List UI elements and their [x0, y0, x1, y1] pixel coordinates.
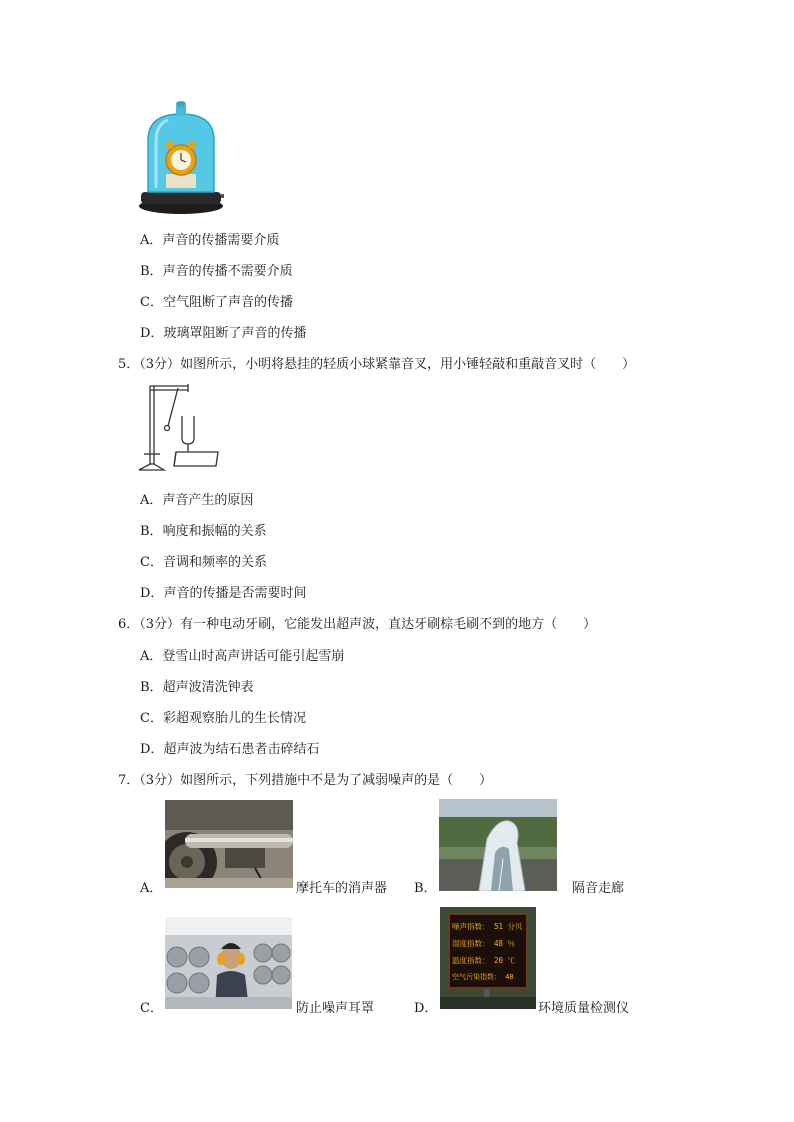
q7-option-a-caption: 摩托车的消声器	[296, 881, 388, 896]
sound-corridor-photo	[439, 799, 557, 891]
q5-option-d: D．声音的传播是否需要时间	[140, 586, 307, 601]
q6-option-a: A．登雪山时高声讲话可能引起雪崩	[140, 649, 345, 664]
q7-stem: 7．（3分）如图所示，下列措施中不是为了减弱噪声的是（ ）	[118, 773, 493, 788]
q6-option-c: C．彩超观察胎儿的生长情况	[140, 711, 306, 726]
monitor-row-air-pollution: 空气污染指数： 48	[452, 973, 514, 981]
q6-option-b: B．超声波清洗钟表	[140, 680, 254, 695]
q7-option-d-caption: 环境质量检测仪	[538, 1001, 630, 1016]
q7-option-c-caption: 防止噪声耳罩	[296, 1001, 375, 1016]
motorcycle-muffler-photo	[165, 800, 293, 888]
q5-stem: 5．（3分）如图所示，小明将悬挂的轻质小球紧靠音叉，用小锤轻敲和重敲音叉时（ ）	[118, 357, 636, 372]
q7-option-c-letter: C．	[140, 1001, 163, 1016]
q4-option-c: C．空气阻断了声音的传播	[140, 295, 293, 310]
tuning-fork-figure	[136, 380, 222, 476]
q7-option-a-letter: A．	[140, 881, 163, 896]
q5-option-a: A．声音产生的原因	[140, 493, 254, 508]
q7-option-b-caption: 隔音走廊	[572, 881, 625, 896]
q5-option-b: B．响度和振幅的关系	[140, 524, 267, 539]
q7-option-d-letter: D．	[414, 1001, 438, 1016]
environment-monitor-photo	[440, 907, 536, 1009]
monitor-row-temperature: 温度指数： 20 ℃	[452, 956, 516, 965]
q6-option-d: D．超声波为结石患者击碎结石	[140, 742, 320, 757]
q5-option-c: C．音调和频率的关系	[140, 555, 267, 570]
monitor-board	[448, 913, 528, 989]
bell-jar-figure	[138, 100, 224, 216]
earmuffs-worker-photo	[165, 917, 292, 1009]
q4-option-a: A．声音的传播需要介质	[140, 233, 280, 248]
monitor-row-humidity: 湿度指数： 48 ％	[452, 939, 516, 948]
q7-option-b-letter: B．	[414, 881, 437, 896]
q6-stem: 6．（3分）有一种电动牙刷，它能发出超声波，直达牙刷棕毛刷不到的地方（ ）	[118, 617, 597, 632]
q4-option-d: D．玻璃罩阻断了声音的传播	[140, 326, 307, 341]
q4-option-b: B．声音的传播不需要介质	[140, 264, 293, 279]
monitor-row-noise: 噪声指数： 51 分贝	[452, 922, 523, 931]
